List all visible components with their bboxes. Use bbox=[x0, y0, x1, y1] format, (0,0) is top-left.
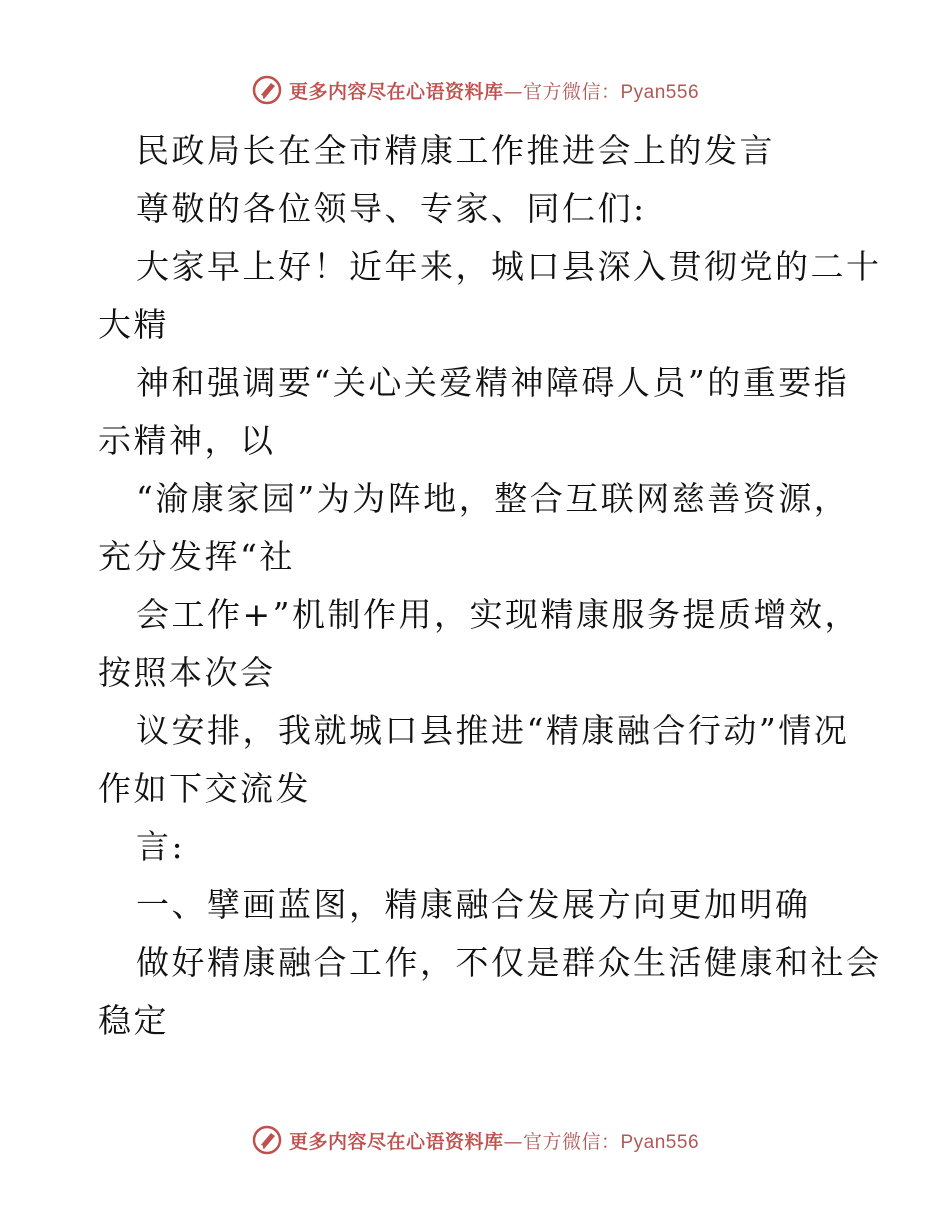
paragraph-line: “渝康家园”为为阵地，整合互联网慈善资源， bbox=[136, 479, 850, 518]
footer-banner-wechat-id: Pyan556 bbox=[620, 1131, 700, 1153]
pen-seal-icon bbox=[251, 74, 283, 106]
footer-watermark-banner bbox=[0, 1120, 950, 1160]
document-body bbox=[98, 122, 882, 1050]
paragraph-line: 稳定 bbox=[98, 1001, 169, 1040]
document-title: 民政局长在全市精康工作推进会上的发言 bbox=[136, 131, 775, 170]
footer-banner-wechat-label: —官方微信： bbox=[503, 1130, 621, 1153]
paragraph-line: 示精神，以 bbox=[98, 421, 276, 460]
paragraph-line: 做好精康融合工作，不仅是群众生活健康和社会 bbox=[136, 943, 882, 982]
salutation: 尊敬的各位领导、专家、同仁们: bbox=[136, 189, 647, 228]
header-banner-main: 更多内容尽在心语资料库 bbox=[288, 80, 504, 103]
section-heading: 一、擘画蓝图，精康融合发展方向更加明确 bbox=[136, 885, 811, 924]
paragraph-line: 按照本次会 bbox=[98, 653, 276, 692]
footer-banner-text bbox=[289, 1127, 699, 1154]
header-banner-wechat-label: —官方微信： bbox=[503, 80, 621, 103]
paragraph-line: 作如下交流发 bbox=[98, 769, 311, 808]
footer-banner-main: 更多内容尽在心语资料库 bbox=[288, 1130, 504, 1153]
paragraph-line: 充分发挥“社 bbox=[98, 537, 295, 576]
paragraph-line: 会工作+”机制作用，实现精康服务提质增效， bbox=[136, 595, 861, 634]
paragraph-line: 议安排，我就城口县推进“精康融合行动”情况 bbox=[136, 711, 850, 750]
pen-seal-icon bbox=[251, 1124, 283, 1156]
paragraph-line: 言: bbox=[136, 827, 186, 866]
header-watermark-banner bbox=[0, 70, 950, 110]
header-banner-wechat-id: Pyan556 bbox=[620, 81, 700, 103]
header-banner-text bbox=[289, 77, 699, 104]
paragraph-line: 神和强调要“关心关爱精神障碍人员”的重要指 bbox=[136, 363, 850, 402]
paragraph-line: 大家早上好！近年来，城口县深入贯彻党的二十 bbox=[136, 247, 882, 286]
paragraph-line: 大精 bbox=[98, 305, 169, 344]
